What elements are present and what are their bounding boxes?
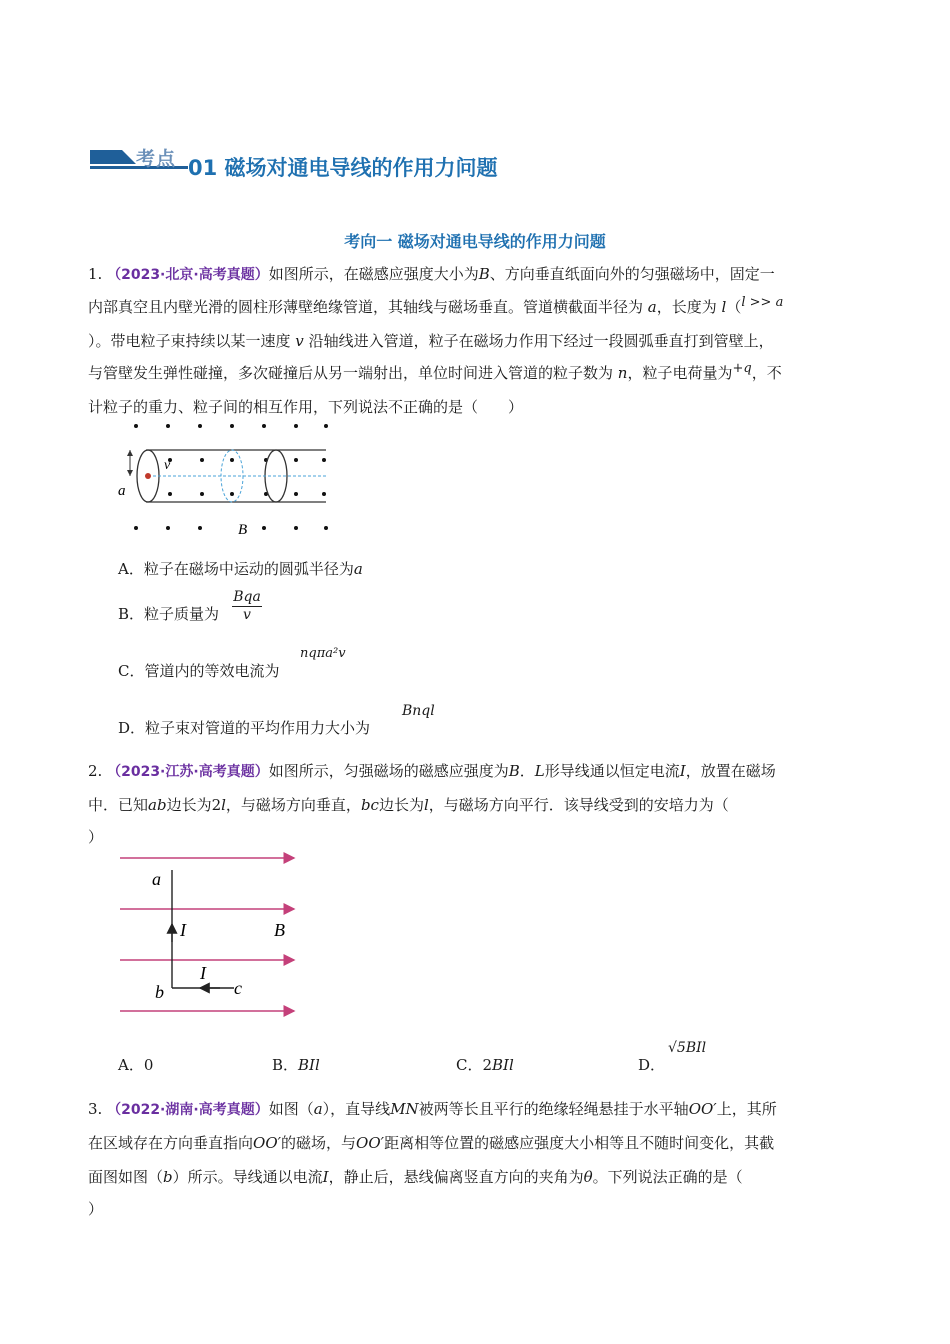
q2-option-b[interactable]: B．BIl	[272, 1056, 320, 1074]
subtitle: 考向一 磁场对通电导线的作用力问题	[344, 232, 606, 251]
q2-line-3: ）	[88, 828, 104, 846]
fig1-a-label: a	[118, 483, 126, 499]
q2-line-2: 中．已知ab边长为2l，与磁场方向垂直，bc边长为l，与磁场方向平行．该导线受到的安培力为（	[88, 796, 729, 814]
section-title: 01 磁场对通电导线的作用力问题	[188, 156, 498, 180]
q1-option-d[interactable]: D．粒子束对管道的平均作用力大小为	[118, 719, 371, 737]
q3-source: （2022·湖南·高考真题）	[107, 1102, 269, 1118]
fig2-I1-label: I	[180, 920, 186, 940]
q2-option-d[interactable]: D．	[638, 1056, 666, 1074]
q3-line-2: 在区域存在方向垂直指向OO′的磁场，与OO′距离相等位置的磁感应强度大小相等且不随时间变化，其截	[88, 1134, 775, 1152]
q2-option-a[interactable]: A．0	[118, 1056, 154, 1074]
field-dots	[134, 424, 328, 530]
q3-line-3: 面图如图（b）所示。导线通以电流I，静止后，悬线偏离竖直方向的夹角为θ。下列说法正确的是（	[88, 1168, 743, 1186]
q1-source: （2023·北京·高考真题）	[107, 267, 269, 283]
q1-number: 1.	[88, 265, 103, 283]
fig1-v-label: v	[164, 458, 171, 473]
q1-option-c[interactable]: C．管道内的等效电流为	[118, 662, 280, 680]
q1-line-1: 1. （2023·北京·高考真题）如图所示，在磁感应强度大小为B、方向垂直纸面向外的匀强磁场中，固定一	[88, 265, 775, 283]
q2-line-1: 2. （2023·江苏·高考真题）如图所示，匀强磁场的磁感应强度为B．L形导线通以恒定电流I，放置在磁场	[88, 762, 776, 780]
fig1-B-label: B	[238, 522, 248, 538]
section-label: 考点	[136, 148, 177, 170]
fig2-b-label: b	[155, 982, 164, 1002]
fig2-c-label: c	[234, 978, 242, 998]
q1-line-3: ）。带电粒子束持续以某一速度 v 沿轴线进入管道，粒子在磁场力作用下经过一段圆弧垂直打到管壁上，	[88, 332, 774, 350]
q1-option-a[interactable]: A．粒子在磁场中运动的圆弧半径为a	[118, 560, 363, 578]
fig2-a-label: a	[152, 869, 161, 889]
q1-option-d-value: Bnql	[402, 703, 435, 719]
q1-option-b[interactable]: B．粒子质量为	[118, 605, 220, 623]
q1-option-c-value: nqπa²v	[300, 646, 346, 661]
q1-figure	[110, 414, 340, 544]
section-banner	[90, 140, 550, 190]
q1-line-2: 内部真空且内壁光滑的圆柱形薄壁绝缘管道，其轴线与磁场垂直。管道横截面半径为 a，长度为 l（l >> a	[88, 295, 784, 316]
q3-line-4: ）	[88, 1200, 104, 1218]
fig2-B-label: B	[274, 920, 285, 940]
q2-figure	[110, 846, 310, 1026]
q2-option-c[interactable]: C．2BIl	[456, 1056, 514, 1074]
q2-option-d-value: √5BIl	[668, 1040, 707, 1056]
q1-line-4: 与管壁发生弹性碰撞，多次碰撞后从另一端射出，单位时间进入管道的粒子数为 n，粒子电荷量为+q，不	[88, 361, 782, 382]
fig2-I2-label: I	[200, 963, 206, 983]
q1-option-b-fraction: Bqa v	[233, 589, 261, 623]
q1-line-5: 计粒子的重力、粒子间的相互作用，下列说法不正确的是（ ）	[88, 398, 524, 416]
q3-line-1: 3. （2022·湖南·高考真题）如图（a），直导线MN被两等长且平行的绝缘轻绳悬挂于水平轴OO′上，其所	[88, 1100, 777, 1118]
q2-source: （2023·江苏·高考真题）	[107, 764, 269, 780]
